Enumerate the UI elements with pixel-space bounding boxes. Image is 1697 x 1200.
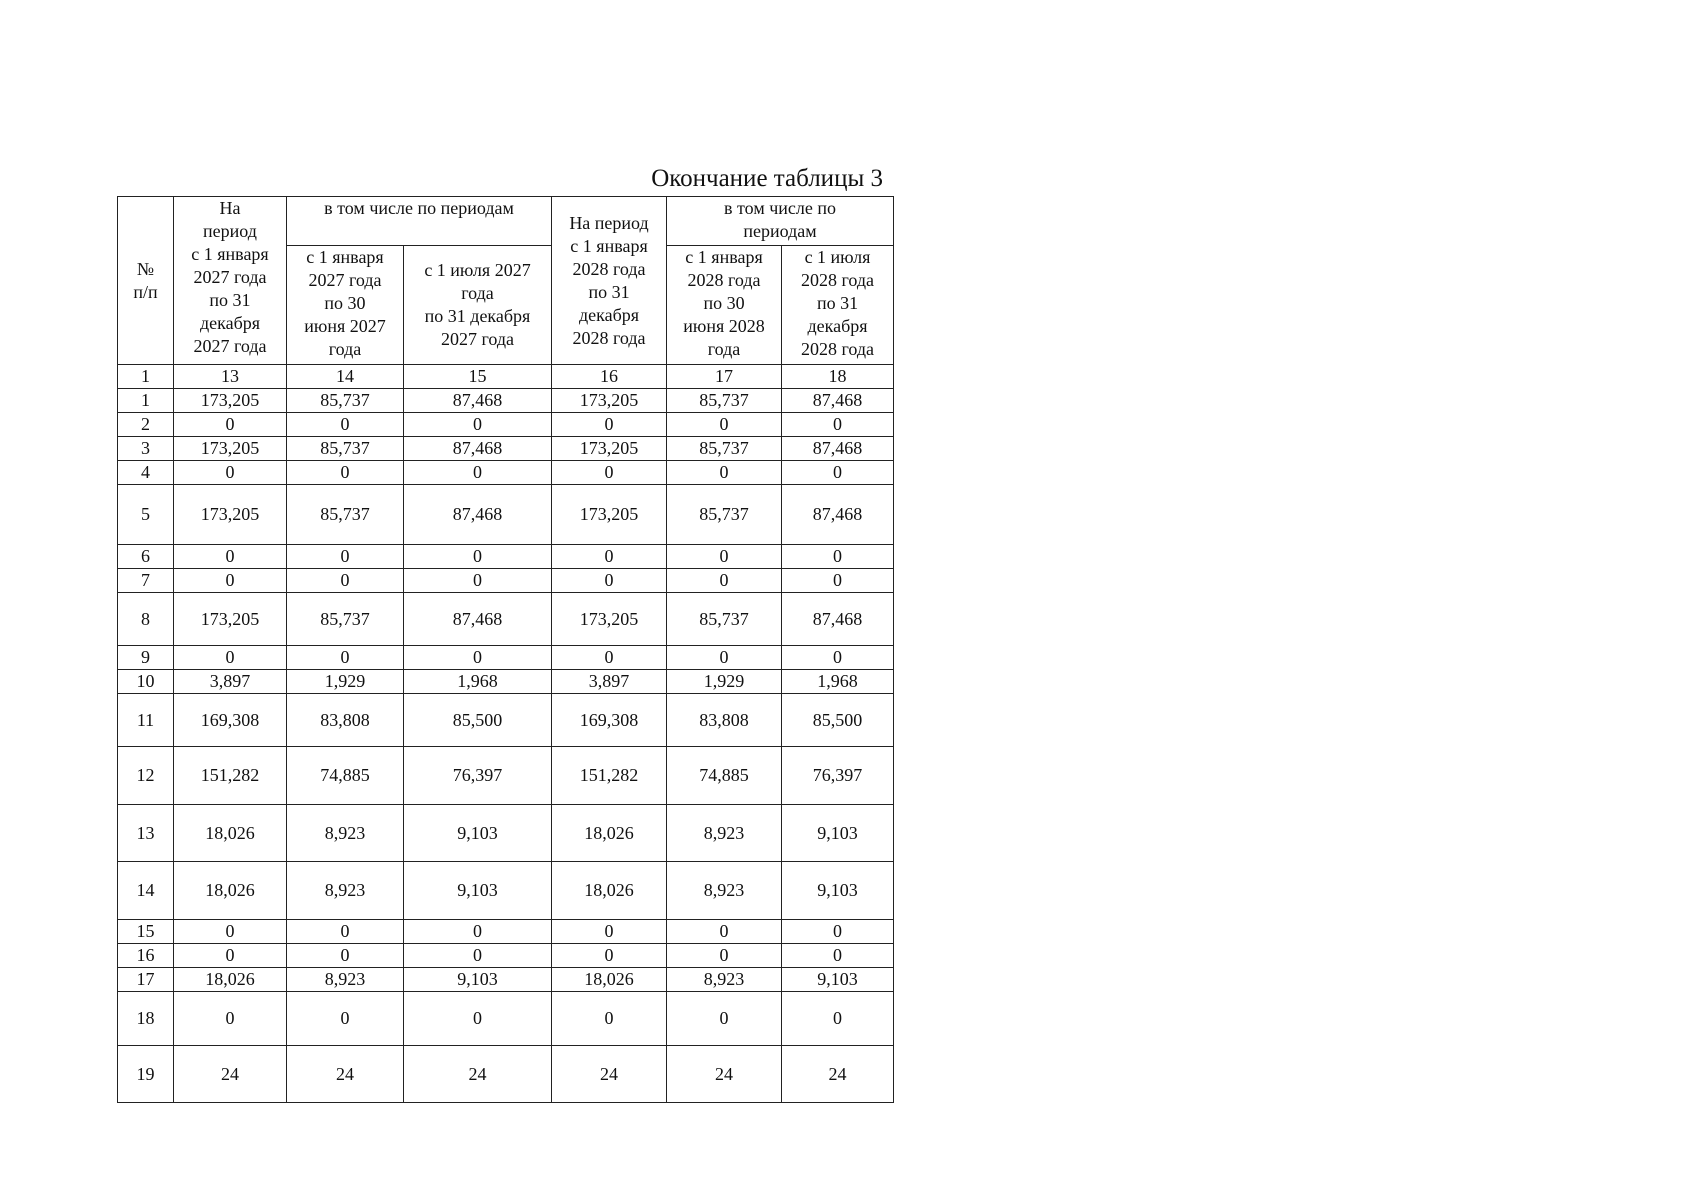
table-row xyxy=(118,992,894,1046)
header-text-line: года xyxy=(461,283,494,303)
header-2028-first-half xyxy=(667,246,782,365)
value-cell: 0 xyxy=(667,569,782,593)
value-cell: 0 xyxy=(552,545,667,569)
table-row xyxy=(118,389,894,413)
column-number-cell: 14 xyxy=(287,365,404,389)
header-text-line: 2027 года xyxy=(193,267,267,287)
header-text-line: 2028 года xyxy=(687,270,761,290)
value-cell: 0 xyxy=(782,545,894,569)
header-text-line: года xyxy=(328,339,362,359)
header-text-line: с 1 января xyxy=(685,247,763,267)
value-cell: 0 xyxy=(552,944,667,968)
value-cell: 0 xyxy=(552,461,667,485)
row-number-cell: 5 xyxy=(118,485,174,545)
value-cell: 0 xyxy=(782,569,894,593)
value-cell: 87,468 xyxy=(782,389,894,413)
value-cell: 0 xyxy=(782,944,894,968)
header-text-line: декабря xyxy=(807,316,868,336)
value-cell: 1,968 xyxy=(782,670,894,694)
value-cell: 0 xyxy=(782,646,894,670)
row-number-cell: 13 xyxy=(118,805,174,862)
header-text-line: 2028 года xyxy=(572,258,646,279)
value-cell: 18,026 xyxy=(174,968,287,992)
value-cell: 83,808 xyxy=(287,694,404,747)
table-row xyxy=(118,569,894,593)
header-text-line: п/п xyxy=(133,281,158,302)
row-number-cell: 19 xyxy=(118,1046,174,1103)
value-cell: 87,468 xyxy=(404,389,552,413)
header-text-line: по 31 xyxy=(816,293,859,313)
table-row xyxy=(118,968,894,992)
value-cell: 1,929 xyxy=(667,670,782,694)
header-text-line: по 30 xyxy=(703,293,745,313)
value-cell: 87,468 xyxy=(404,437,552,461)
value-cell: 0 xyxy=(552,920,667,944)
value-cell: 0 xyxy=(287,545,404,569)
header-text-line: по 31 xyxy=(588,281,630,302)
header-period-2028-breakdown xyxy=(667,197,894,246)
column-number-cell: 18 xyxy=(782,365,894,389)
value-cell: 8,923 xyxy=(667,968,782,992)
value-cell: 85,500 xyxy=(404,694,552,747)
row-number-cell: 7 xyxy=(118,569,174,593)
value-cell: 18,026 xyxy=(552,805,667,862)
value-cell: 1,929 xyxy=(287,670,404,694)
value-cell: 74,885 xyxy=(667,747,782,805)
value-cell: 24 xyxy=(404,1046,552,1103)
table-row xyxy=(118,413,894,437)
value-cell: 0 xyxy=(287,569,404,593)
value-cell: 85,737 xyxy=(287,389,404,413)
header-text-line: июня 2027 xyxy=(304,316,386,336)
value-cell: 0 xyxy=(667,944,782,968)
value-cell: 87,468 xyxy=(404,593,552,646)
value-cell: 0 xyxy=(667,461,782,485)
column-number-cell: 1 xyxy=(118,365,174,389)
value-cell: 0 xyxy=(667,920,782,944)
value-cell: 0 xyxy=(287,646,404,670)
value-cell: 0 xyxy=(287,944,404,968)
value-cell: 1,968 xyxy=(404,670,552,694)
value-cell: 0 xyxy=(667,992,782,1046)
value-cell: 0 xyxy=(404,944,552,968)
table-caption: Окончание таблицы 3 xyxy=(651,165,883,192)
table-row xyxy=(118,485,894,545)
value-cell: 173,205 xyxy=(552,593,667,646)
header-2027-first-half xyxy=(287,246,404,365)
value-cell: 173,205 xyxy=(174,485,287,545)
column-number-row xyxy=(118,365,894,389)
value-cell: 85,737 xyxy=(287,593,404,646)
row-number-cell: 8 xyxy=(118,593,174,646)
header-text-line: декабря xyxy=(578,304,640,325)
value-cell: 9,103 xyxy=(782,968,894,992)
header-text-line: с 1 июля xyxy=(804,247,871,267)
table-row xyxy=(118,920,894,944)
header-text-line: 2028 года xyxy=(572,327,646,348)
row-number-cell: 17 xyxy=(118,968,174,992)
value-cell: 0 xyxy=(174,461,287,485)
table-row xyxy=(118,461,894,485)
header-text-line: по 30 xyxy=(324,293,366,313)
value-cell: 0 xyxy=(404,461,552,485)
value-cell: 0 xyxy=(174,944,287,968)
value-cell: 0 xyxy=(174,920,287,944)
table-row xyxy=(118,862,894,920)
value-cell: 85,737 xyxy=(287,437,404,461)
column-number-cell: 16 xyxy=(552,365,667,389)
value-cell: 87,468 xyxy=(782,593,894,646)
value-cell: 9,103 xyxy=(782,862,894,920)
value-cell: 0 xyxy=(667,646,782,670)
value-cell: 0 xyxy=(667,413,782,437)
row-number-cell: 1 xyxy=(118,389,174,413)
value-cell: 9,103 xyxy=(404,968,552,992)
value-cell: 85,737 xyxy=(667,389,782,413)
value-cell: 0 xyxy=(552,992,667,1046)
row-number-cell: 14 xyxy=(118,862,174,920)
header-period-2027-breakdown xyxy=(287,197,552,246)
data-table xyxy=(117,196,894,1103)
header-text-line: периодам xyxy=(743,221,817,241)
table-row xyxy=(118,747,894,805)
table-row xyxy=(118,1046,894,1103)
table-row xyxy=(118,805,894,862)
value-cell: 87,468 xyxy=(782,437,894,461)
value-cell: 8,923 xyxy=(287,862,404,920)
row-number-cell: 6 xyxy=(118,545,174,569)
header-text-line: 2027 года xyxy=(308,270,382,290)
value-cell: 18,026 xyxy=(552,968,667,992)
value-cell: 0 xyxy=(287,920,404,944)
column-number-cell: 13 xyxy=(174,365,287,389)
header-text-line: 2028 года xyxy=(800,270,875,290)
table-row xyxy=(118,944,894,968)
column-number-cell: 17 xyxy=(667,365,782,389)
value-cell: 8,923 xyxy=(667,862,782,920)
value-cell: 0 xyxy=(404,992,552,1046)
value-cell: 0 xyxy=(404,413,552,437)
value-cell: 85,737 xyxy=(667,485,782,545)
header-2028-second-half xyxy=(782,246,894,365)
value-cell: 83,808 xyxy=(667,694,782,747)
value-cell: 0 xyxy=(174,413,287,437)
header-text-line: с 1 января xyxy=(306,247,384,267)
value-cell: 0 xyxy=(174,992,287,1046)
column-number-cell: 15 xyxy=(404,365,552,389)
value-cell: 0 xyxy=(287,461,404,485)
value-cell: 3,897 xyxy=(552,670,667,694)
value-cell: 0 xyxy=(404,569,552,593)
row-number-cell: 3 xyxy=(118,437,174,461)
value-cell: 18,026 xyxy=(174,862,287,920)
value-cell: 0 xyxy=(404,545,552,569)
value-cell: 8,923 xyxy=(287,968,404,992)
row-number-cell: 18 xyxy=(118,992,174,1046)
value-cell: 0 xyxy=(287,992,404,1046)
value-cell: 173,205 xyxy=(174,593,287,646)
value-cell: 0 xyxy=(667,545,782,569)
header-text-line: с 1 июля 2027 xyxy=(424,260,531,280)
value-cell: 173,205 xyxy=(552,437,667,461)
value-cell: 9,103 xyxy=(404,805,552,862)
value-cell: 8,923 xyxy=(667,805,782,862)
value-cell: 173,205 xyxy=(174,437,287,461)
row-number-cell: 4 xyxy=(118,461,174,485)
row-number-cell: 12 xyxy=(118,747,174,805)
value-cell: 24 xyxy=(782,1046,894,1103)
table-row xyxy=(118,694,894,747)
header-text-line: с 1 января xyxy=(570,235,648,256)
row-number-cell: 15 xyxy=(118,920,174,944)
header-text-line: по 31 декабря xyxy=(424,306,531,326)
row-number-cell: 2 xyxy=(118,413,174,437)
row-number-cell: 10 xyxy=(118,670,174,694)
header-text-line: года xyxy=(707,339,741,359)
value-cell: 24 xyxy=(667,1046,782,1103)
value-cell: 0 xyxy=(552,569,667,593)
value-cell: 0 xyxy=(404,920,552,944)
header-text-line: 2027 года xyxy=(440,329,515,349)
value-cell: 18,026 xyxy=(174,805,287,862)
value-cell: 3,897 xyxy=(174,670,287,694)
header-text-line: по 31 xyxy=(209,290,251,310)
value-cell: 173,205 xyxy=(552,485,667,545)
value-cell: 9,103 xyxy=(782,805,894,862)
value-cell: 0 xyxy=(782,413,894,437)
table-row xyxy=(118,670,894,694)
value-cell: 85,737 xyxy=(667,593,782,646)
value-cell: 9,103 xyxy=(404,862,552,920)
value-cell: 173,205 xyxy=(174,389,287,413)
header-text-line: № xyxy=(136,258,155,279)
value-cell: 24 xyxy=(552,1046,667,1103)
value-cell: 0 xyxy=(404,646,552,670)
header-text-line: декабря xyxy=(199,313,261,333)
header-text-line: 2028 года xyxy=(800,339,875,359)
row-number-cell: 16 xyxy=(118,944,174,968)
value-cell: 85,737 xyxy=(287,485,404,545)
value-cell: 74,885 xyxy=(287,747,404,805)
header-text-line: с 1 января xyxy=(191,244,269,264)
table-row xyxy=(118,593,894,646)
value-cell: 0 xyxy=(782,461,894,485)
value-cell: 0 xyxy=(782,920,894,944)
table-row xyxy=(118,437,894,461)
value-cell: 151,282 xyxy=(552,747,667,805)
header-text-line: На период xyxy=(569,212,649,233)
header-text-line: период xyxy=(203,221,257,241)
row-number-cell: 9 xyxy=(118,646,174,670)
value-cell: 169,308 xyxy=(552,694,667,747)
value-cell: 0 xyxy=(174,569,287,593)
header-text-line: июня 2028 xyxy=(683,316,765,336)
value-cell: 0 xyxy=(287,413,404,437)
value-cell: 0 xyxy=(174,646,287,670)
value-cell: 85,500 xyxy=(782,694,894,747)
value-cell: 24 xyxy=(174,1046,287,1103)
table-row xyxy=(118,646,894,670)
value-cell: 87,468 xyxy=(782,485,894,545)
value-cell: 18,026 xyxy=(552,862,667,920)
value-cell: 76,397 xyxy=(404,747,552,805)
header-text-line: в том числе по периодам xyxy=(324,198,514,218)
header-period-2027-total xyxy=(174,197,287,365)
value-cell: 0 xyxy=(782,992,894,1046)
header-text-line: в том числе по xyxy=(724,198,836,218)
header-text-line: 2027 года xyxy=(193,336,267,356)
value-cell: 87,468 xyxy=(404,485,552,545)
header-text-line: На xyxy=(219,198,241,218)
value-cell: 151,282 xyxy=(174,747,287,805)
value-cell: 8,923 xyxy=(287,805,404,862)
value-cell: 0 xyxy=(552,646,667,670)
row-number-cell: 11 xyxy=(118,694,174,747)
value-cell: 24 xyxy=(287,1046,404,1103)
header-period-2028-total xyxy=(552,197,667,365)
value-cell: 0 xyxy=(174,545,287,569)
value-cell: 173,205 xyxy=(552,389,667,413)
header-2027-second-half xyxy=(404,246,552,365)
value-cell: 0 xyxy=(552,413,667,437)
value-cell: 85,737 xyxy=(667,437,782,461)
header-row-number xyxy=(118,197,174,365)
value-cell: 76,397 xyxy=(782,747,894,805)
table-row xyxy=(118,545,894,569)
value-cell: 169,308 xyxy=(174,694,287,747)
